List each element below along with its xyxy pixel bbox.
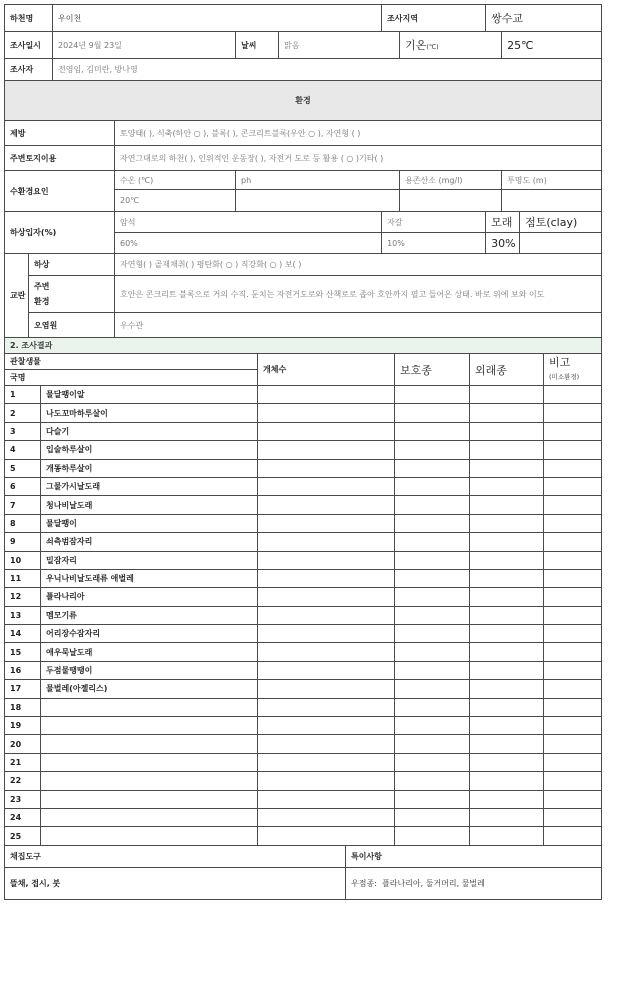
surveyors-value: 전영임, 김미란, 방나영 [53,59,602,81]
row-number: 18 [5,698,41,716]
species-name: 그물가시날도래 [41,477,258,495]
note-header-sub: (미소환경) [549,372,580,381]
protected-cell [395,753,470,771]
count-cell [258,386,395,404]
note-cell [544,808,602,826]
note-cell [544,569,602,587]
row-number: 3 [5,422,41,440]
bed-header: 모래 [486,212,520,233]
name-header: 국명 [5,370,258,386]
species-name: 물벌레(아젤리스) [41,680,258,698]
water-header: 수온 (℃) [115,171,236,190]
table-row [5,533,602,551]
weather-value: 맑음 [279,32,400,59]
results-table [4,337,602,846]
water-header: 용존산소 (mg/l) [400,171,502,190]
protected-cell [395,772,470,790]
species-name [41,698,258,716]
species-name: 다슬기 [41,422,258,440]
alien-cell [470,625,544,643]
table-row [5,441,602,459]
note-cell [544,790,602,808]
temperature-unit: (℃) [426,43,439,51]
count-cell [258,661,395,679]
count-cell [258,569,395,587]
observed-label: 관찰생물 [5,354,258,370]
landuse-value: 자연그대로의 하천( ), 인위적인 운동장( ), 자전거 도로 등 활용 ( ○ )기타( ) [115,146,602,171]
count-cell [258,514,395,532]
species-name [41,735,258,753]
species-name: 어리장수잠자리 [41,625,258,643]
table-row [5,606,602,624]
protected-cell [395,606,470,624]
count-cell [258,772,395,790]
alien-cell [470,735,544,753]
protected-header: 보호종 [395,354,470,386]
protected-cell [395,496,470,514]
region-label: 조사지역 [382,5,486,32]
row-number: 8 [5,514,41,532]
protected-cell [395,717,470,735]
stream-label: 하천명 [5,5,53,32]
bed-state-label: 하상 [29,254,115,276]
alien-cell [470,790,544,808]
species-name: 두점물땡땡이 [41,661,258,679]
protected-cell [395,551,470,569]
alien-cell [470,496,544,514]
water-label: 수환경요인 [5,171,115,212]
species-name: 플라나리아 [41,588,258,606]
row-number: 5 [5,459,41,477]
count-cell [258,441,395,459]
note-cell [544,588,602,606]
species-name: 나도꼬마하루살이 [41,404,258,422]
protected-cell [395,441,470,459]
protected-cell [395,477,470,495]
row-number: 14 [5,625,41,643]
alien-cell [470,643,544,661]
species-name [41,790,258,808]
table-row [5,643,602,661]
row-number: 23 [5,790,41,808]
temperature-label-text: 기온 [405,39,427,52]
count-cell [258,477,395,495]
note-cell [544,441,602,459]
alien-cell [470,753,544,771]
alien-cell [470,441,544,459]
alien-cell [470,477,544,495]
note-cell [544,717,602,735]
water-header: ph [236,171,400,190]
note-cell [544,514,602,532]
count-cell [258,404,395,422]
protected-cell [395,808,470,826]
environment-table [4,4,602,338]
note-cell [544,422,602,440]
note-cell [544,606,602,624]
surround-label-line: 주변 [34,282,50,291]
table-row [5,661,602,679]
disturbance-label: 교란 [5,254,29,338]
surround-value: 호안은 콘크리트 블록으로 거의 수직. 둔치는 자전거도로와 산책로로 좁아 호안까지 펼고 들어온 상태. 바로 위에 보와 이도 [115,276,602,313]
count-cell [258,588,395,606]
alien-cell [470,808,544,826]
levee-value: 토양태( ), 식축(하안 ○ ), 블록( ), 콘크리트블록(우안 ○ ), 자연형 ( ) [115,121,602,146]
protected-cell [395,588,470,606]
protected-cell [395,625,470,643]
protected-cell [395,680,470,698]
row-number: 16 [5,661,41,679]
species-name [41,717,258,735]
alien-cell [470,772,544,790]
water-value [502,190,602,212]
table-row [5,808,602,826]
note-cell [544,533,602,551]
note-cell [544,643,602,661]
table-row [5,459,602,477]
count-cell [258,625,395,643]
species-name: 쇠측범잠자리 [41,533,258,551]
table-row [5,569,602,587]
row-number: 2 [5,404,41,422]
row-number: 25 [5,827,41,845]
count-cell [258,808,395,826]
note-cell [544,386,602,404]
footer-table [4,845,602,900]
bed-value [520,233,602,254]
species-name [41,753,258,771]
note-cell [544,772,602,790]
note-cell [544,625,602,643]
date-label: 조사일시 [5,32,53,59]
table-row [5,496,602,514]
count-cell [258,422,395,440]
bed-value: 10% [382,233,486,254]
protected-cell [395,459,470,477]
row-number: 7 [5,496,41,514]
bed-value: 30% [486,233,520,254]
protected-cell [395,569,470,587]
count-cell [258,533,395,551]
alien-cell [470,422,544,440]
note-cell [544,735,602,753]
protected-cell [395,386,470,404]
alien-cell [470,717,544,735]
alien-cell [470,680,544,698]
table-row [5,588,602,606]
temperature-value: 25℃ [502,32,602,59]
species-name: 물달팽이 [41,514,258,532]
count-cell [258,496,395,514]
count-cell [258,606,395,624]
protected-cell [395,422,470,440]
count-cell [258,459,395,477]
notes-prefix: 우점종: [351,878,377,888]
results-heading: 2. 조사결과 [5,338,602,354]
water-value [400,190,502,212]
row-number: 13 [5,606,41,624]
surround-label-line: 환경 [34,297,50,306]
alien-cell [470,569,544,587]
bed-value: 60% [115,233,382,254]
environment-heading: 환경 [5,81,602,121]
species-name [41,772,258,790]
region-value: 쌍수교 [486,5,602,32]
alien-cell [470,588,544,606]
note-header [544,354,602,386]
notes-value [346,867,602,899]
table-row [5,680,602,698]
table-row [5,790,602,808]
weather-label: 날씨 [236,32,279,59]
note-cell [544,698,602,716]
water-value: 20℃ [115,190,236,212]
protected-cell [395,661,470,679]
row-number: 12 [5,588,41,606]
bed-header: 암석 [115,212,382,233]
alien-cell [470,698,544,716]
surround-label [29,276,115,313]
table-row [5,404,602,422]
tools-value: 뜰채, 접시, 붓 [5,867,346,899]
alien-cell [470,827,544,845]
bed-header: 자갈 [382,212,486,233]
species-name: 물달팽이알 [41,386,258,404]
table-row [5,772,602,790]
date-value: 2024년 9월 23일 [53,32,236,59]
table-row [5,625,602,643]
alien-cell [470,661,544,679]
table-row [5,386,602,404]
protected-cell [395,735,470,753]
table-row [5,717,602,735]
table-row [5,422,602,440]
note-cell [544,827,602,845]
row-number: 1 [5,386,41,404]
table-row [5,698,602,716]
bed-state-value: 자연형( ) 골재채취( ) 평탄화( ○ ) 직강화( ○ ) 보( ) [115,254,602,276]
temperature-label [400,32,502,59]
count-cell [258,735,395,753]
count-cell [258,790,395,808]
stream-value: 우이천 [53,5,382,32]
table-row [5,551,602,569]
row-number: 10 [5,551,41,569]
alien-cell [470,404,544,422]
water-value [236,190,400,212]
row-number: 11 [5,569,41,587]
table-row [5,514,602,532]
count-cell [258,698,395,716]
row-number: 19 [5,717,41,735]
note-cell [544,477,602,495]
table-row [5,735,602,753]
count-cell [258,680,395,698]
count-cell [258,551,395,569]
surveyors-label: 조사자 [5,59,53,81]
species-name: 우닉나비날도래류 애벌레 [41,569,258,587]
alien-cell [470,386,544,404]
pollution-value: 우수관 [115,313,602,338]
bed-header: 점토(clay) [520,212,602,233]
species-name: 밀잠자리 [41,551,258,569]
species-name: 애우묵날도래 [41,643,258,661]
alien-header: 외래종 [470,354,544,386]
count-cell [258,753,395,771]
notes-label: 특이사항 [346,845,602,867]
row-number: 4 [5,441,41,459]
protected-cell [395,827,470,845]
table-row [5,753,602,771]
species-name: 개똥하루살이 [41,459,258,477]
alien-cell [470,551,544,569]
note-cell [544,661,602,679]
row-number: 24 [5,808,41,826]
note-header-label: 비고 [549,355,571,369]
count-cell [258,643,395,661]
tools-label: 채집도구 [5,845,346,867]
row-number: 20 [5,735,41,753]
bed-label: 하상입자(%) [5,212,115,254]
species-rows [5,386,602,846]
species-name: 입술하루살이 [41,441,258,459]
protected-cell [395,533,470,551]
levee-label: 제방 [5,121,115,146]
protected-cell [395,790,470,808]
pollution-label: 오염원 [29,313,115,338]
note-cell [544,680,602,698]
alien-cell [470,533,544,551]
note-cell [544,496,602,514]
species-name [41,808,258,826]
survey-sheet [4,4,601,900]
count-header: 개체수 [258,354,395,386]
species-name: 청나비날도래 [41,496,258,514]
notes-text: 플라나리아, 둘거머리, 물벌레 [381,878,485,888]
row-number: 15 [5,643,41,661]
alien-cell [470,606,544,624]
row-number: 22 [5,772,41,790]
landuse-label: 주변토지이용 [5,146,115,171]
protected-cell [395,698,470,716]
species-name [41,827,258,845]
count-cell [258,827,395,845]
note-cell [544,551,602,569]
row-number: 21 [5,753,41,771]
protected-cell [395,404,470,422]
note-cell [544,753,602,771]
row-number: 9 [5,533,41,551]
alien-cell [470,514,544,532]
row-number: 17 [5,680,41,698]
alien-cell [470,459,544,477]
protected-cell [395,643,470,661]
water-header: 투명도 (m) [502,171,602,190]
row-number: 6 [5,477,41,495]
note-cell [544,459,602,477]
note-cell [544,404,602,422]
protected-cell [395,514,470,532]
count-cell [258,717,395,735]
table-row [5,827,602,845]
table-row [5,477,602,495]
species-name: 멤모기류 [41,606,258,624]
